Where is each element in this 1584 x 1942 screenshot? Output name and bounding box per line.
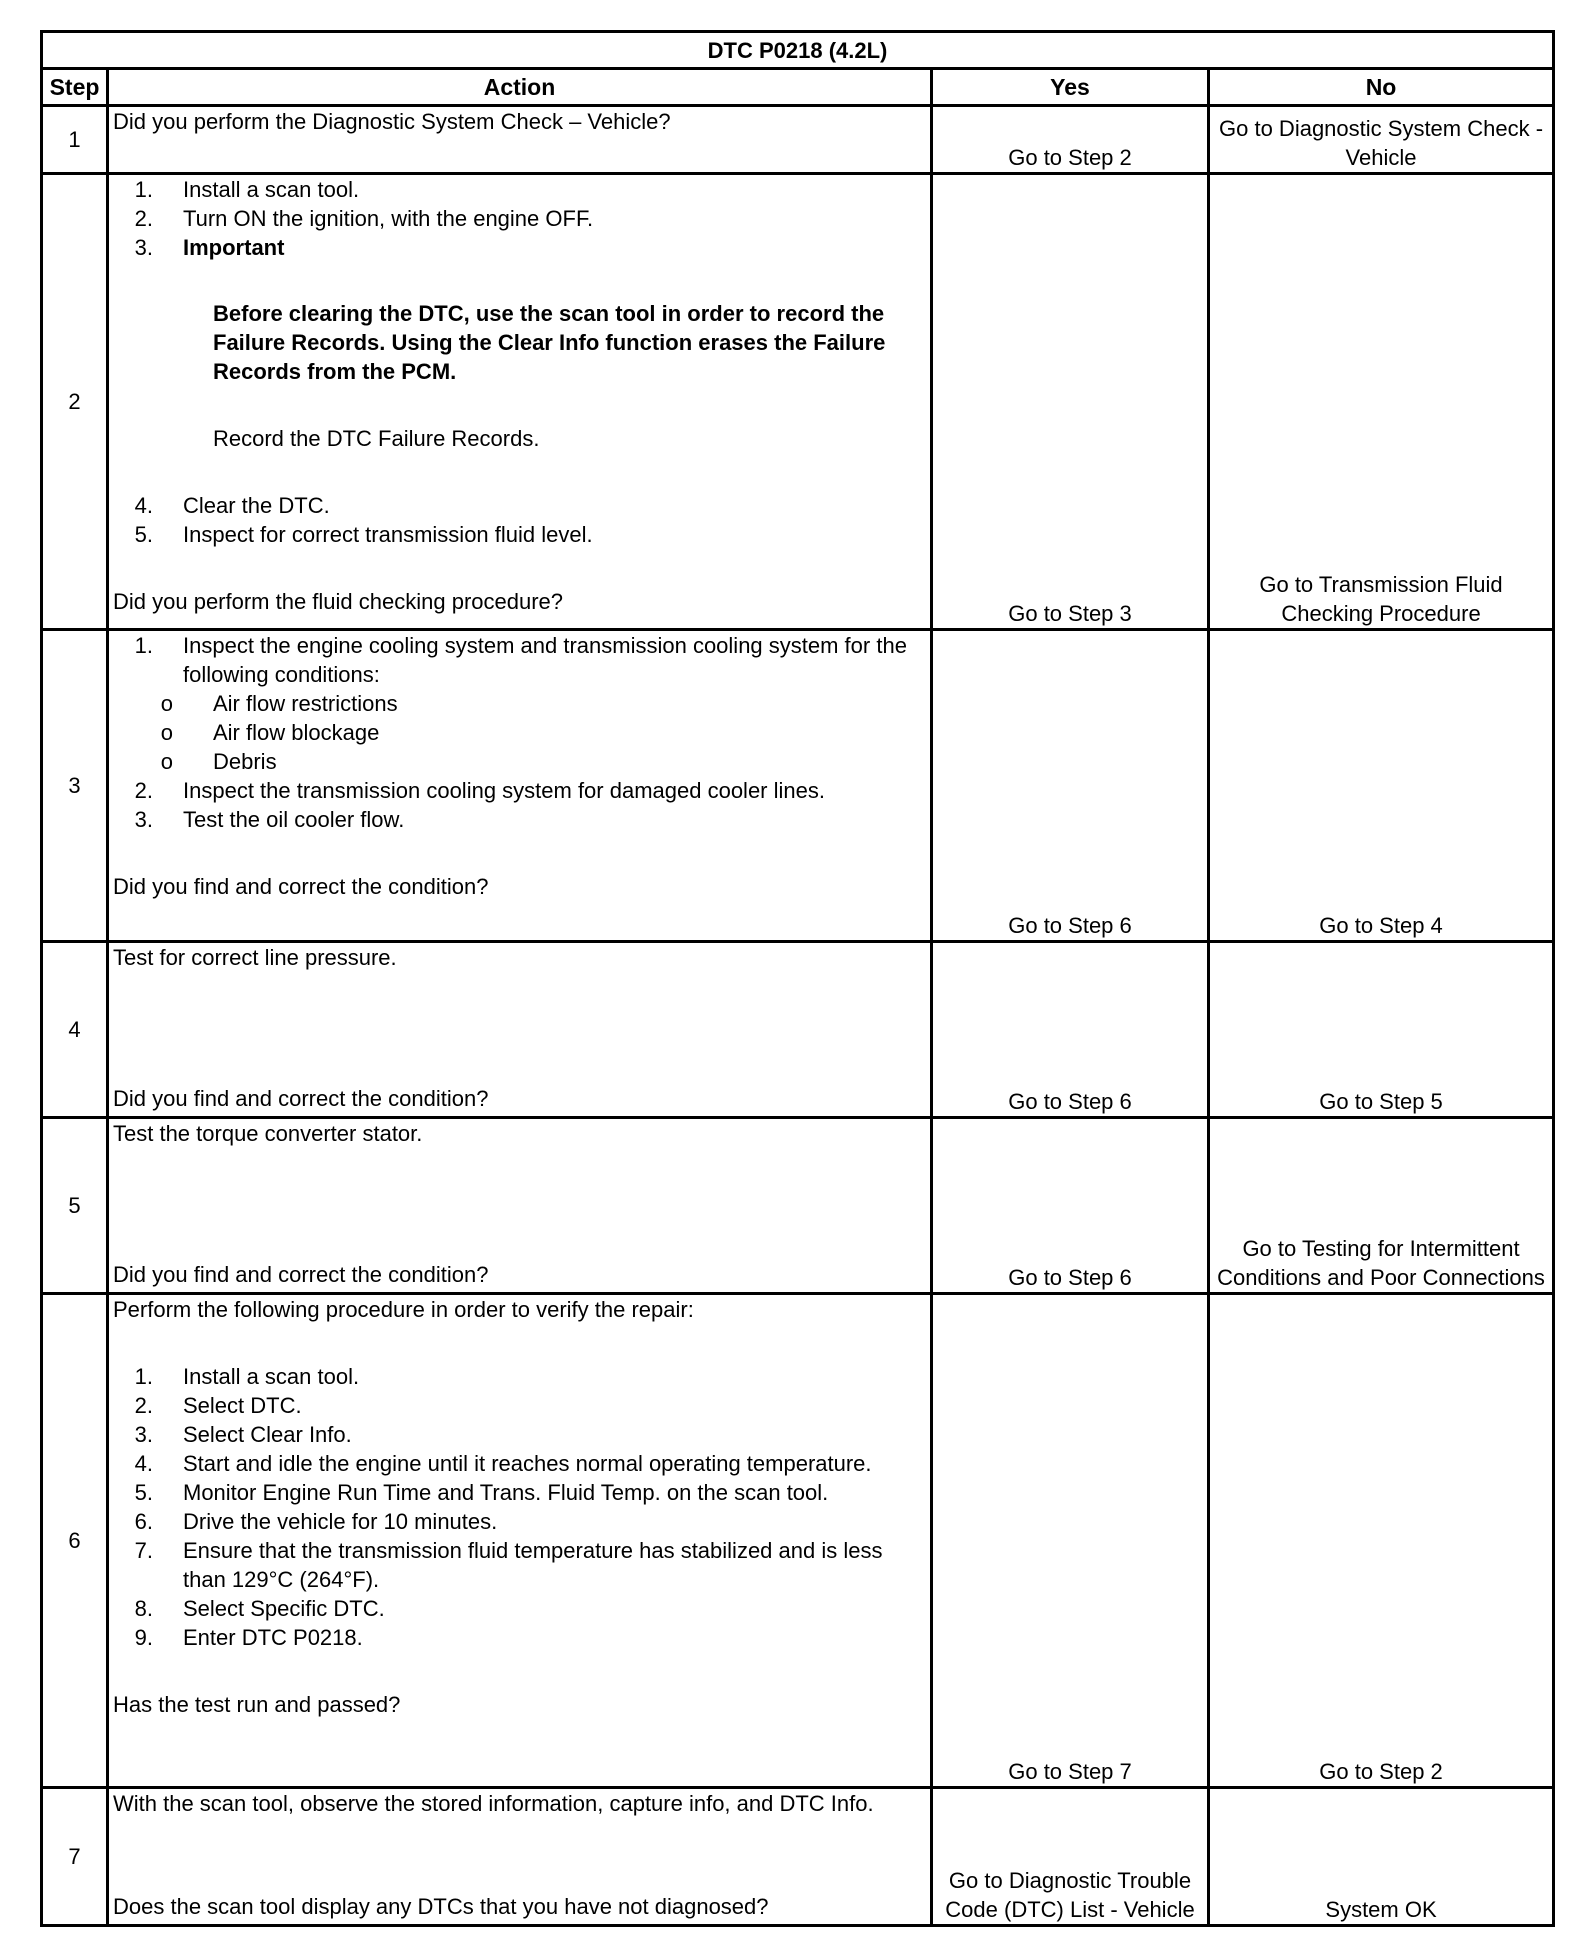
procedure-list: [113, 776, 926, 834]
header-yes: Yes: [932, 69, 1209, 106]
list-item: 1. Inspect the engine cooling system and transmission cooling system for the following conditions:: [134, 633, 907, 687]
table-row: [42, 106, 1554, 174]
action-instruction: With the scan tool, observe the stored information, capture info, and DTC Info.: [113, 1791, 874, 1816]
yes-cell: Go to Step 3: [932, 174, 1209, 630]
action-instruction: Perform the following procedure in order to verify the repair:: [113, 1297, 694, 1322]
condition-list: [113, 689, 926, 776]
yes-cell: Go to Step 2: [932, 106, 1209, 174]
list-item: 3. Select Clear Info.: [134, 1422, 352, 1447]
action-question: Does the scan tool display any DTCs that you have not diagnosed?: [113, 1894, 769, 1919]
action-question: Did you find and correct the condition?: [113, 874, 489, 899]
record-instruction: Record the DTC Failure Records.: [213, 426, 540, 451]
action-cell: [108, 1788, 932, 1926]
list-item: o Air flow blockage: [160, 720, 380, 745]
step-number: 5: [42, 1118, 108, 1294]
yes-cell: Go to Step 6: [932, 1118, 1209, 1294]
action-cell: [108, 106, 932, 174]
table-row: [42, 1118, 1554, 1294]
list-item: 2. Select DTC.: [134, 1393, 302, 1418]
header-action: Action: [108, 69, 932, 106]
procedure-list: [113, 1362, 926, 1652]
step-number: 2: [42, 174, 108, 630]
no-cell: System OK: [1209, 1788, 1554, 1926]
list-item: 1. Install a scan tool.: [134, 177, 360, 202]
no-cell: Go to Transmission Fluid Checking Procedure: [1209, 174, 1554, 630]
list-item: 5. Monitor Engine Run Time and Trans. Fluid Temp. on the scan tool.: [134, 1480, 829, 1505]
list-item: 4. Start and idle the engine until it reaches normal operating temperature.: [134, 1451, 872, 1476]
yes-cell: Go to Diagnostic Trouble Code (DTC) List - Vehicle: [932, 1788, 1209, 1926]
step-number: 4: [42, 942, 108, 1118]
procedure-list: [113, 175, 926, 262]
no-cell: Go to Step 4: [1209, 630, 1554, 942]
list-item: o Air flow restrictions: [160, 691, 398, 716]
list-item: 2. Inspect the transmission cooling system for damaged cooler lines.: [134, 778, 825, 803]
action-cell: [108, 1118, 932, 1294]
list-item: 3. Important: [134, 235, 285, 260]
list-item: 1. Install a scan tool.: [134, 1364, 360, 1389]
list-item: 3. Test the oil cooler flow.: [134, 807, 405, 832]
list-item: 8. Select Specific DTC.: [134, 1596, 385, 1621]
dtc-table: [40, 30, 1555, 1927]
action-instruction: Test the torque converter stator.: [113, 1121, 423, 1146]
table-row: [42, 630, 1554, 942]
header-no: No: [1209, 69, 1554, 106]
step-number: 7: [42, 1788, 108, 1926]
yes-cell: Go to Step 6: [932, 630, 1209, 942]
list-item: 9. Enter DTC P0218.: [134, 1625, 363, 1650]
no-cell: Go to Testing for Intermittent Conditions and Poor Connections: [1209, 1118, 1554, 1294]
list-item: o Debris: [160, 749, 277, 774]
action-cell: [108, 174, 932, 630]
table-row: [42, 1294, 1554, 1788]
yes-cell: Go to Step 6: [932, 942, 1209, 1118]
action-question: Did you find and correct the condition?: [113, 1086, 489, 1111]
list-item: 2. Turn ON the ignition, with the engine OFF.: [134, 206, 594, 231]
step-number: 3: [42, 630, 108, 942]
table-row: [42, 1788, 1554, 1926]
list-item: 4. Clear the DTC.: [134, 493, 330, 518]
procedure-list: [113, 631, 926, 689]
action-question: Did you perform the fluid checking procedure?: [113, 589, 564, 614]
action-cell: [108, 1294, 932, 1788]
action-instruction: Test for correct line pressure.: [113, 945, 397, 970]
no-cell: Go to Step 5: [1209, 942, 1554, 1118]
list-item: 6. Drive the vehicle for 10 minutes.: [134, 1509, 498, 1534]
yes-cell: Go to Step 7: [932, 1294, 1209, 1788]
list-item: 7. Ensure that the transmission fluid temperature has stabilized and is less than 129°C (264°F).: [134, 1538, 883, 1592]
step-number: 1: [42, 106, 108, 174]
action-cell: [108, 630, 932, 942]
table-row: [42, 942, 1554, 1118]
table-row: [42, 174, 1554, 630]
header-step: Step: [42, 69, 108, 106]
no-cell: Go to Diagnostic System Check - Vehicle: [1209, 106, 1554, 174]
action-cell: [108, 942, 932, 1118]
table-title: DTC P0218 (4.2L): [42, 32, 1554, 69]
important-note: Before clearing the DTC, use the scan tool in order to record the Failure Records. Using the Clear Info function erases the Failure Records from the PCM.: [213, 301, 886, 384]
action-question: Did you find and correct the condition?: [113, 1262, 489, 1287]
no-cell: Go to Step 2: [1209, 1294, 1554, 1788]
action-question: Has the test run and passed?: [113, 1692, 401, 1717]
procedure-list: [113, 491, 926, 549]
step-number: 6: [42, 1294, 108, 1788]
action-question: Did you perform the Diagnostic System Check – Vehicle?: [113, 109, 671, 134]
list-item: 5. Inspect for correct transmission fluid level.: [134, 522, 593, 547]
